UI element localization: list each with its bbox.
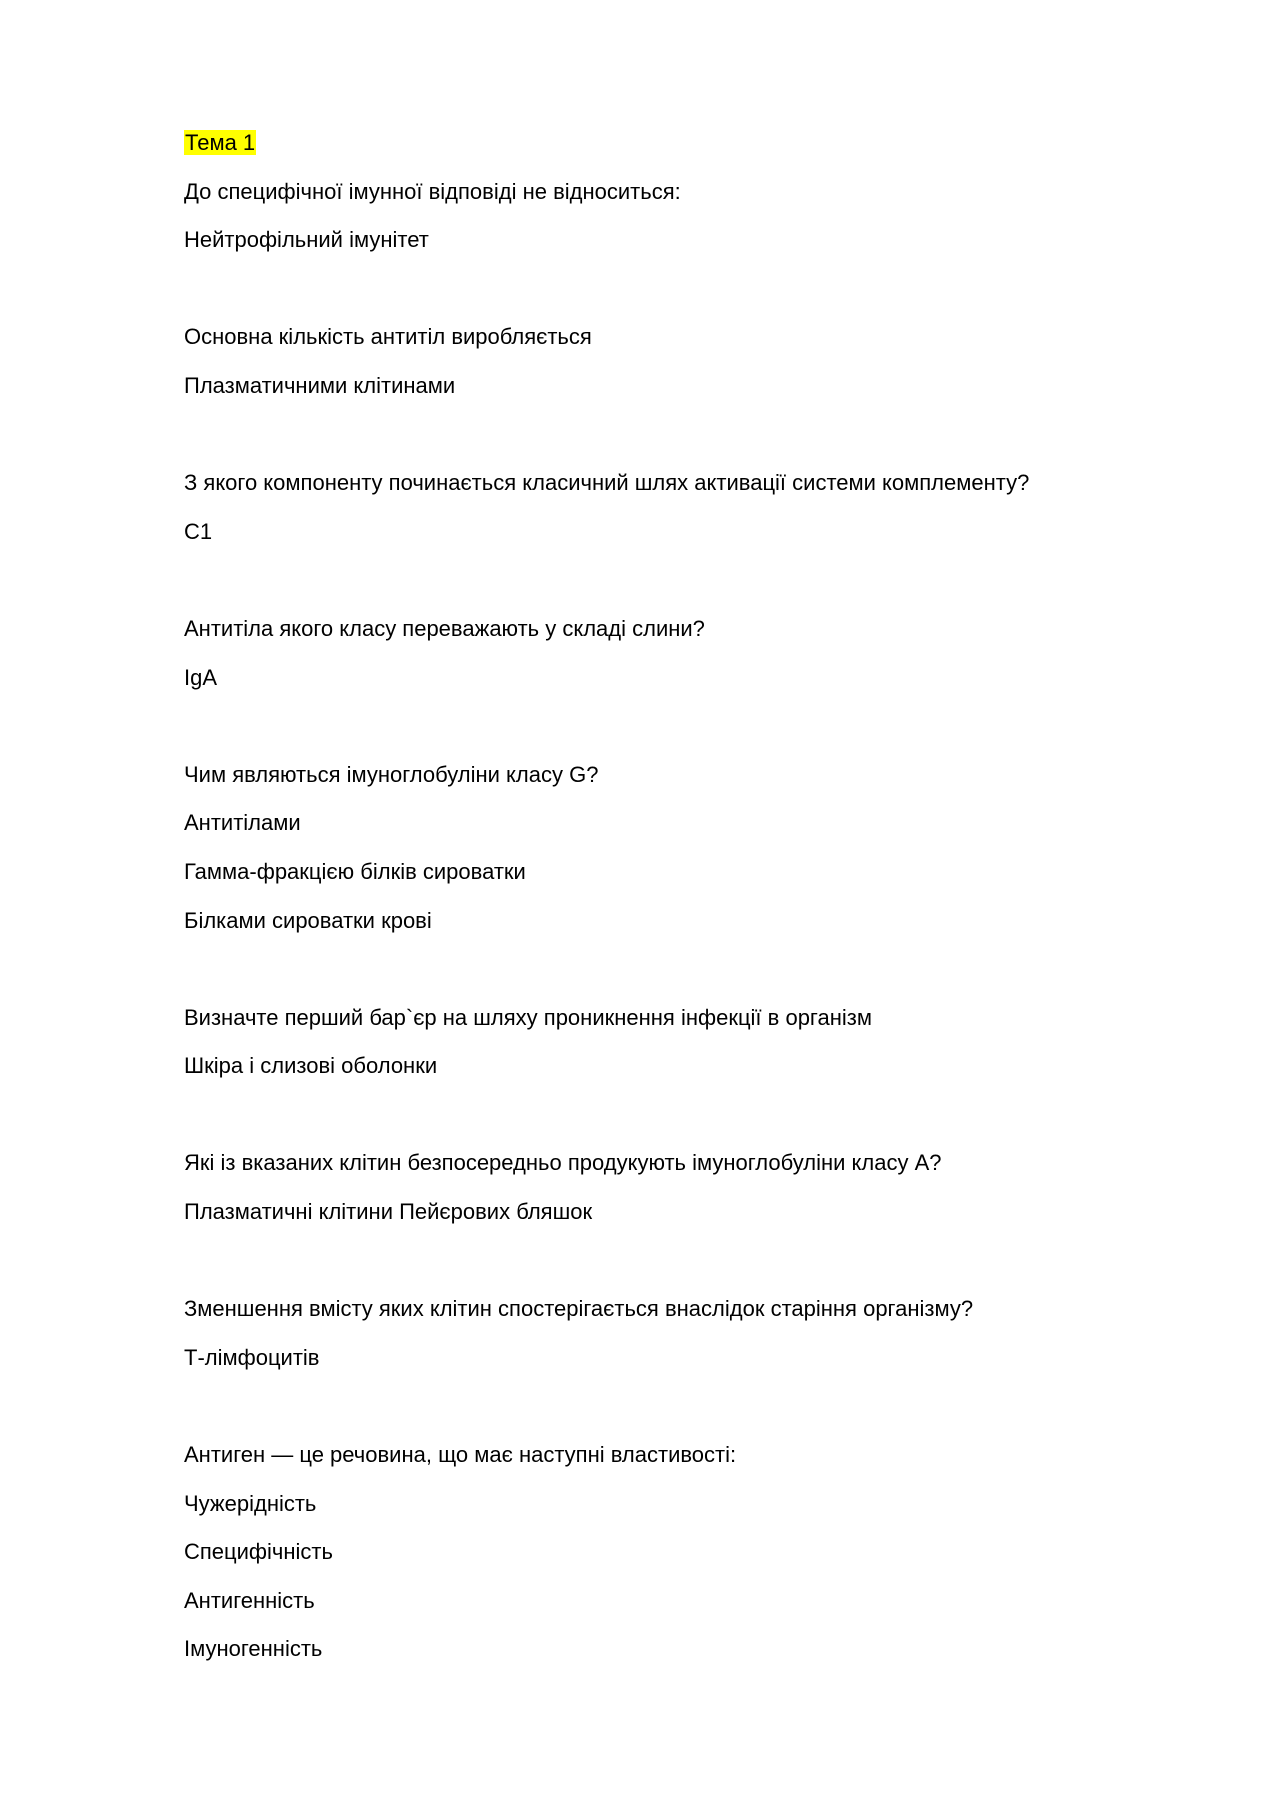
question-text: До специфічної імунної відповіді не відноситься: bbox=[184, 178, 681, 204]
blank-line bbox=[184, 1091, 1084, 1140]
answer-text: Плазматичними клітинами bbox=[184, 372, 456, 398]
blank-line bbox=[184, 945, 1084, 994]
question-text: Основна кількість антитіл виробляється bbox=[184, 324, 592, 350]
answer-text: Антитілами bbox=[184, 810, 301, 836]
blank-line bbox=[184, 556, 1084, 605]
answer-text: Антигенність bbox=[184, 1587, 315, 1613]
blank-line bbox=[184, 265, 1084, 314]
question-text: Антитіла якого класу переважають у складі слини? bbox=[184, 615, 705, 641]
answer-text: С1 bbox=[184, 518, 213, 544]
answer-text: Т-лімфоцитів bbox=[184, 1344, 320, 1370]
answer-text: Білками сироватки крові bbox=[184, 907, 432, 933]
question-text: Зменшення вмісту яких клітин спостерігається внаслідок старіння організму? bbox=[184, 1296, 974, 1322]
question-text: Які із вказаних клітин безпосередньо продукують імуноглобуліни класу А? bbox=[184, 1150, 942, 1176]
question-text: Чим являються імуноглобуліни класу G? bbox=[184, 761, 599, 787]
answer-text: Нейтрофільний імунітет bbox=[184, 227, 429, 253]
topic-title: Тема 1 bbox=[185, 130, 256, 155]
document-body bbox=[184, 119, 1084, 1674]
question-text: Антиген — це речовина, що має наступні властивості: bbox=[184, 1442, 737, 1468]
answer-text: Чужерідність bbox=[184, 1490, 317, 1516]
question-text: З якого компоненту починається класичний шлях активації системи комплементу? bbox=[184, 470, 1030, 496]
answer-text: Специфічність bbox=[184, 1539, 333, 1565]
blank-line bbox=[184, 1382, 1084, 1431]
answer-text: IgA bbox=[184, 664, 218, 690]
topic-title-line bbox=[184, 119, 1084, 168]
question-text: Визначте перший бар`єр на шляху проникнення інфекції в організм bbox=[184, 1004, 872, 1030]
answer-text: Гамма-фракцією білків сироватки bbox=[184, 858, 526, 884]
answer-text: Шкіра і слизові оболонки bbox=[184, 1053, 438, 1079]
blank-line bbox=[184, 1237, 1084, 1286]
blank-line bbox=[184, 411, 1084, 460]
blank-line bbox=[184, 702, 1084, 751]
answer-text: Плазматичні клітини Пейєрових бляшок bbox=[184, 1199, 593, 1225]
answer-text: Імуногенність bbox=[184, 1636, 323, 1662]
